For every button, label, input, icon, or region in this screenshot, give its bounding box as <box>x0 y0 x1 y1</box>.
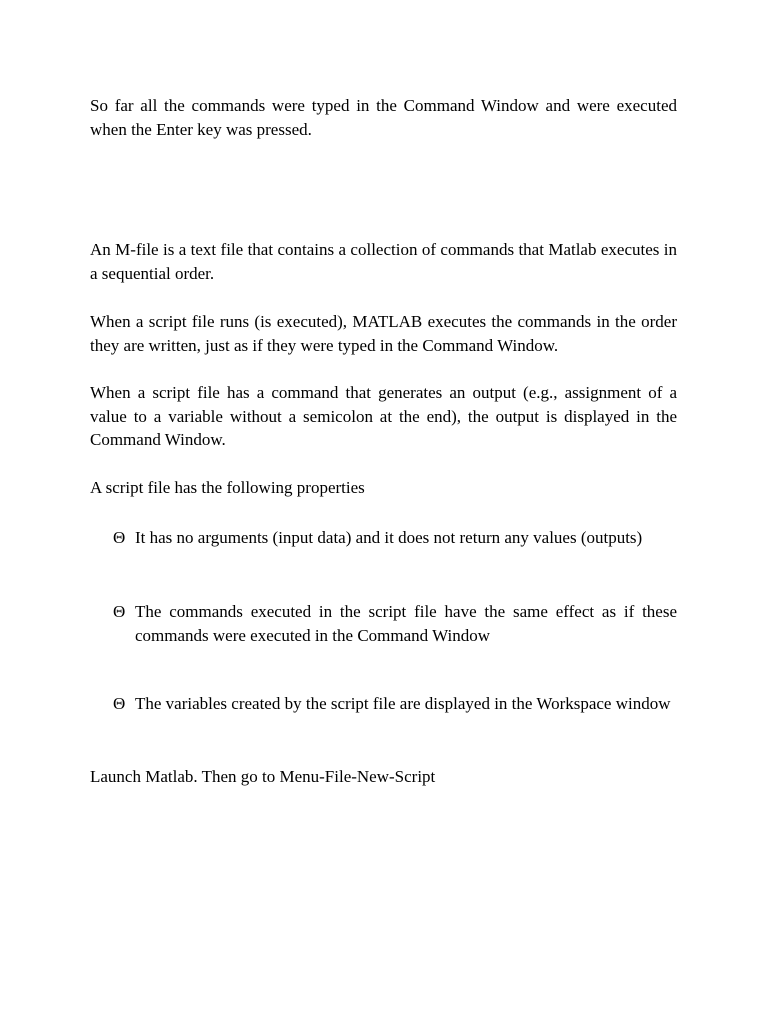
theta-bullet-icon: Θ <box>113 694 126 713</box>
theta-bullet-icon: Θ <box>113 602 126 621</box>
paragraph-script-execution: When a script file runs (is executed), MATLAB executes the commands in the order they are written, just as if they were typed in the Command Window. <box>90 312 677 355</box>
paragraph-mfile-definition: An M-file is a text file that contains a collection of commands that Matlab executes in a sequential order. <box>90 240 677 283</box>
properties-heading: A script file has the following properties <box>90 478 365 497</box>
paragraph-script-output: When a script file has a command that generates an output (e.g., assignment of a value to a variable without a semicolon at the end), the output is displayed in the Command Window. <box>90 383 677 449</box>
paragraph-launch-instructions: Launch Matlab. Then go to Menu-File-New-Script <box>90 767 436 786</box>
paragraph-intro: So far all the commands were typed in the Command Window and were executed when the Enter key was pressed. <box>90 96 677 139</box>
property-text: The variables created by the script file are displayed in the Workspace window <box>135 694 671 713</box>
theta-bullet-icon: Θ <box>113 528 126 547</box>
property-text: The commands executed in the script file have the same effect as if these commands were executed in the Command Window <box>135 602 677 645</box>
property-text: It has no arguments (input data) and it does not return any values (outputs) <box>135 528 643 547</box>
